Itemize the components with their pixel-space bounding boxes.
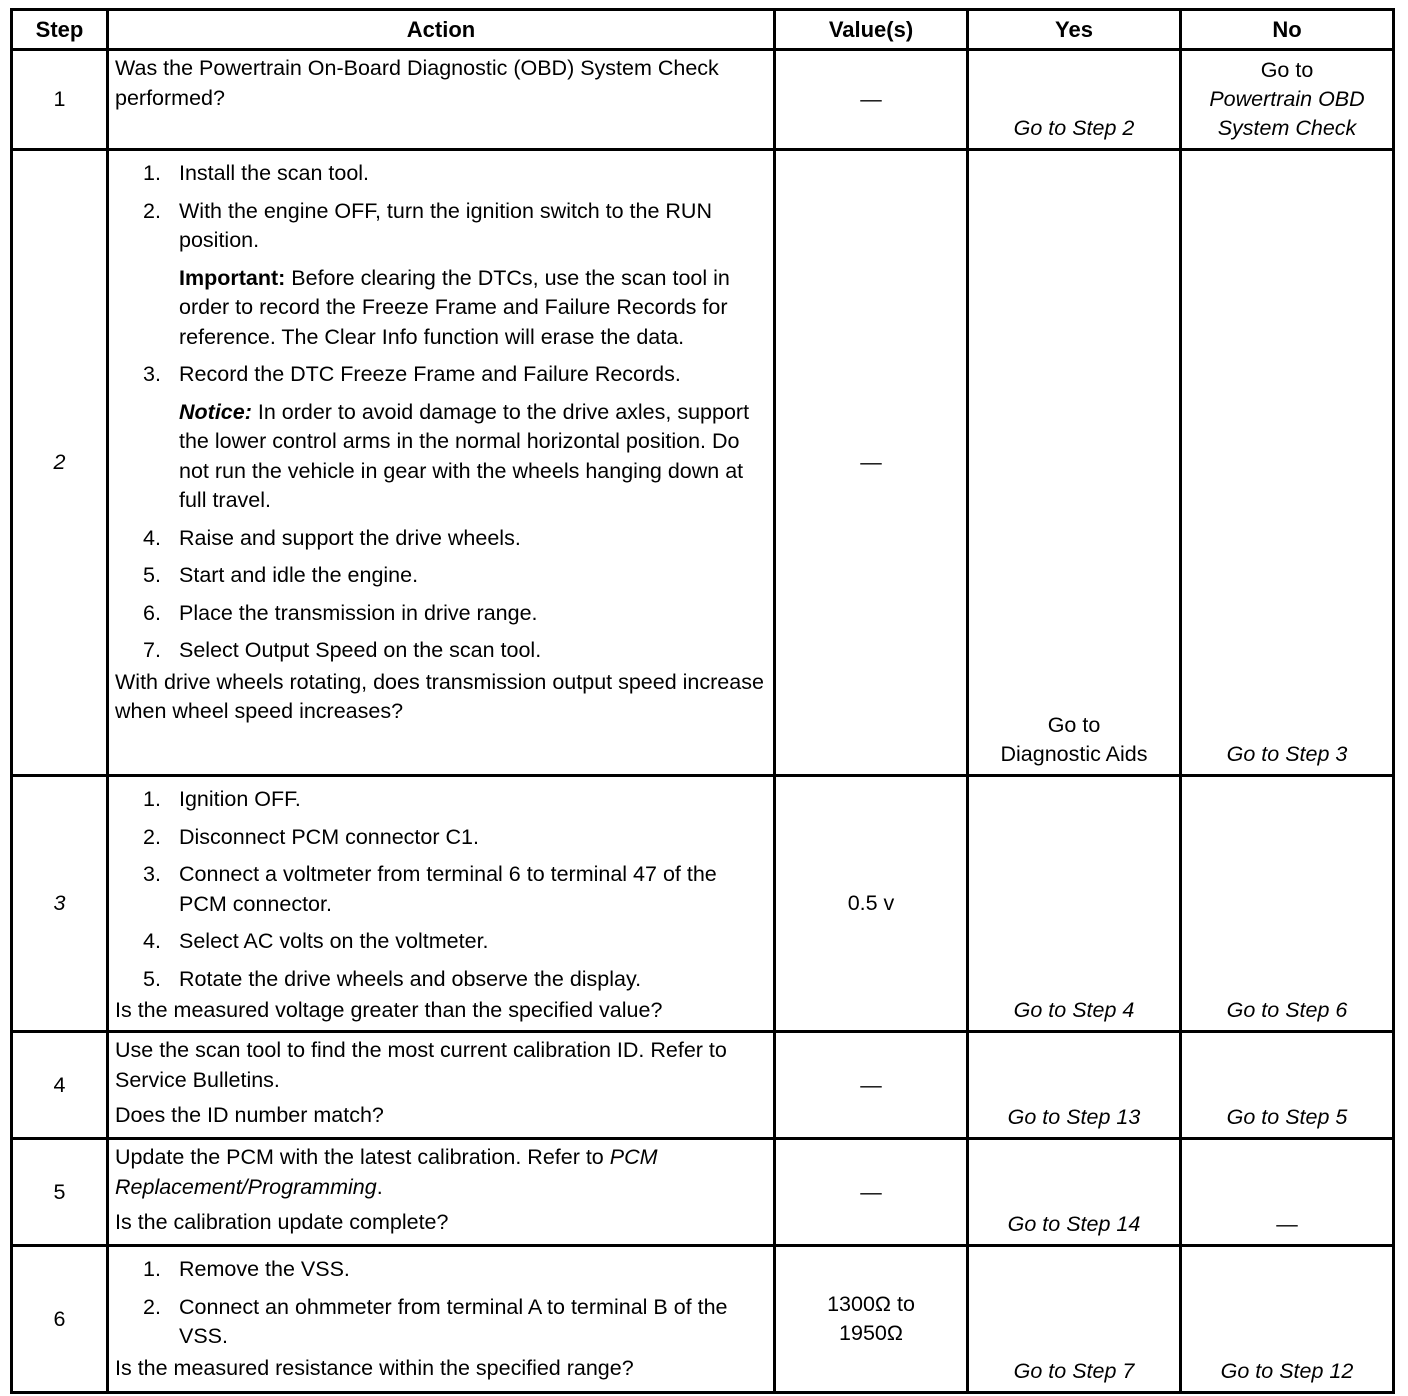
header-action: Action	[108, 10, 775, 50]
step-number: 3	[12, 776, 108, 1032]
no-cell: Go to Step 5	[1181, 1032, 1394, 1139]
header-yes: Yes	[968, 10, 1181, 50]
value-cell: 0.5 v	[775, 776, 968, 1032]
action-text: Update the PCM with the latest calibration. Refer to PCM Replacement/Programming.	[115, 1145, 658, 1199]
action-cell	[108, 50, 775, 150]
action-list	[115, 159, 769, 256]
action-text: Use the scan tool to find the most current calibration ID. Refer to Service Bulletins.	[115, 1038, 727, 1092]
step-number: 5	[12, 1139, 108, 1246]
step-number: 2	[12, 150, 108, 776]
value-cell: —	[775, 1139, 968, 1246]
action-cell	[108, 776, 775, 1032]
list-item: 1. Install the scan tool.	[143, 161, 370, 185]
header-no: No	[1181, 10, 1394, 50]
pcm-programming-ref: PCM Replacement/Programming	[115, 1145, 658, 1199]
list-item: 2. Disconnect PCM connector C1.	[143, 824, 479, 849]
list-item: 1. Ignition OFF.	[143, 787, 301, 811]
step-number: 4	[12, 1032, 108, 1139]
no-cell: Go to Step 3	[1181, 150, 1394, 776]
action-list	[115, 1255, 769, 1352]
value-cell: —	[775, 150, 968, 776]
yes-cell: Go to Step 14	[968, 1139, 1181, 1246]
value-range-high: 1950Ω	[839, 1321, 903, 1345]
action-question: Is the measured voltage greater than the specified value?	[115, 998, 663, 1022]
yes-text: Go to	[1047, 713, 1101, 737]
no-text: Go to	[1260, 58, 1314, 82]
action-question: Was the Powertrain On-Board Diagnostic (OBD) System Check performed?	[115, 56, 719, 110]
action-list	[115, 524, 769, 666]
list-item: 3. Connect a voltmeter from terminal 6 to terminal 47 of the PCM connector.	[143, 862, 717, 916]
no-ref: System Check	[1217, 116, 1357, 140]
list-item: 2. With the engine OFF, turn the ignition switch to the RUN position.	[143, 198, 712, 252]
value-cell: —	[775, 1032, 968, 1139]
table-row-step-5	[12, 1139, 1394, 1246]
value-range-low: 1300Ω to	[827, 1292, 915, 1316]
table-row-step-3	[12, 776, 1394, 1032]
action-list	[115, 785, 769, 994]
table-row-step-6	[12, 1246, 1394, 1393]
action-cell	[108, 1139, 775, 1246]
list-item: 7. Select Output Speed on the scan tool.	[143, 638, 542, 662]
list-item: 3. Record the DTC Freeze Frame and Failure Records.	[143, 362, 681, 386]
action-question: Does the ID number match?	[115, 1103, 384, 1127]
list-item: 1. Remove the VSS.	[143, 1257, 350, 1281]
table-row-step-2	[12, 150, 1394, 776]
notice-note: Notice: In order to avoid damage to the drive axles, support the lower control arms in the normal horizontal position. Do not run the vehicle in gear with the wheels hanging down at full travel.	[179, 399, 750, 512]
no-cell: Go to Step 6	[1181, 776, 1394, 1032]
table-row-step-1	[12, 50, 1394, 150]
header-step: Step	[12, 10, 108, 50]
value-cell	[775, 1246, 968, 1393]
step-number: 6	[12, 1246, 108, 1393]
no-cell: —	[1181, 1139, 1394, 1246]
list-item: 5. Rotate the drive wheels and observe the display.	[143, 966, 642, 991]
action-question: With drive wheels rotating, does transmission output speed increase when wheel speed increases?	[115, 669, 764, 723]
header-values: Value(s)	[775, 10, 968, 50]
action-question: Is the calibration update complete?	[115, 1210, 449, 1234]
value-cell: —	[775, 50, 968, 150]
no-ref: Powertrain OBD	[1209, 87, 1365, 111]
table-row-step-4	[12, 1032, 1394, 1139]
action-cell	[108, 1246, 775, 1393]
yes-cell	[968, 150, 1181, 776]
list-item: 4. Raise and support the drive wheels.	[143, 525, 521, 550]
yes-ref: Diagnostic Aids	[1000, 742, 1148, 766]
no-cell	[1181, 50, 1394, 150]
step-number: 1	[12, 50, 108, 150]
list-item: 4. Select AC volts on the voltmeter.	[143, 929, 489, 953]
action-cell	[108, 150, 775, 776]
yes-cell: Go to Step 13	[968, 1032, 1181, 1139]
list-item: 6. Place the transmission in drive range.	[143, 600, 538, 625]
list-item: 5. Start and idle the engine.	[143, 563, 419, 587]
yes-cell: Go to Step 4	[968, 776, 1181, 1032]
header-row	[12, 10, 1394, 50]
yes-cell: Go to Step 7	[968, 1246, 1181, 1393]
diagnostic-table	[10, 8, 1395, 1394]
no-cell: Go to Step 12	[1181, 1246, 1394, 1393]
action-question: Is the measured resistance within the specified range?	[115, 1355, 634, 1380]
important-note: Important: Before clearing the DTCs, use the scan tool in order to record the Freeze Frame and Failure Records for reference. The Clear Info function will erase the data.	[179, 265, 730, 349]
list-item: 2. Connect an ohmmeter from terminal A to terminal B of the VSS.	[143, 1294, 728, 1348]
yes-cell: Go to Step 2	[968, 50, 1181, 150]
action-list	[115, 360, 769, 390]
action-cell	[108, 1032, 775, 1139]
